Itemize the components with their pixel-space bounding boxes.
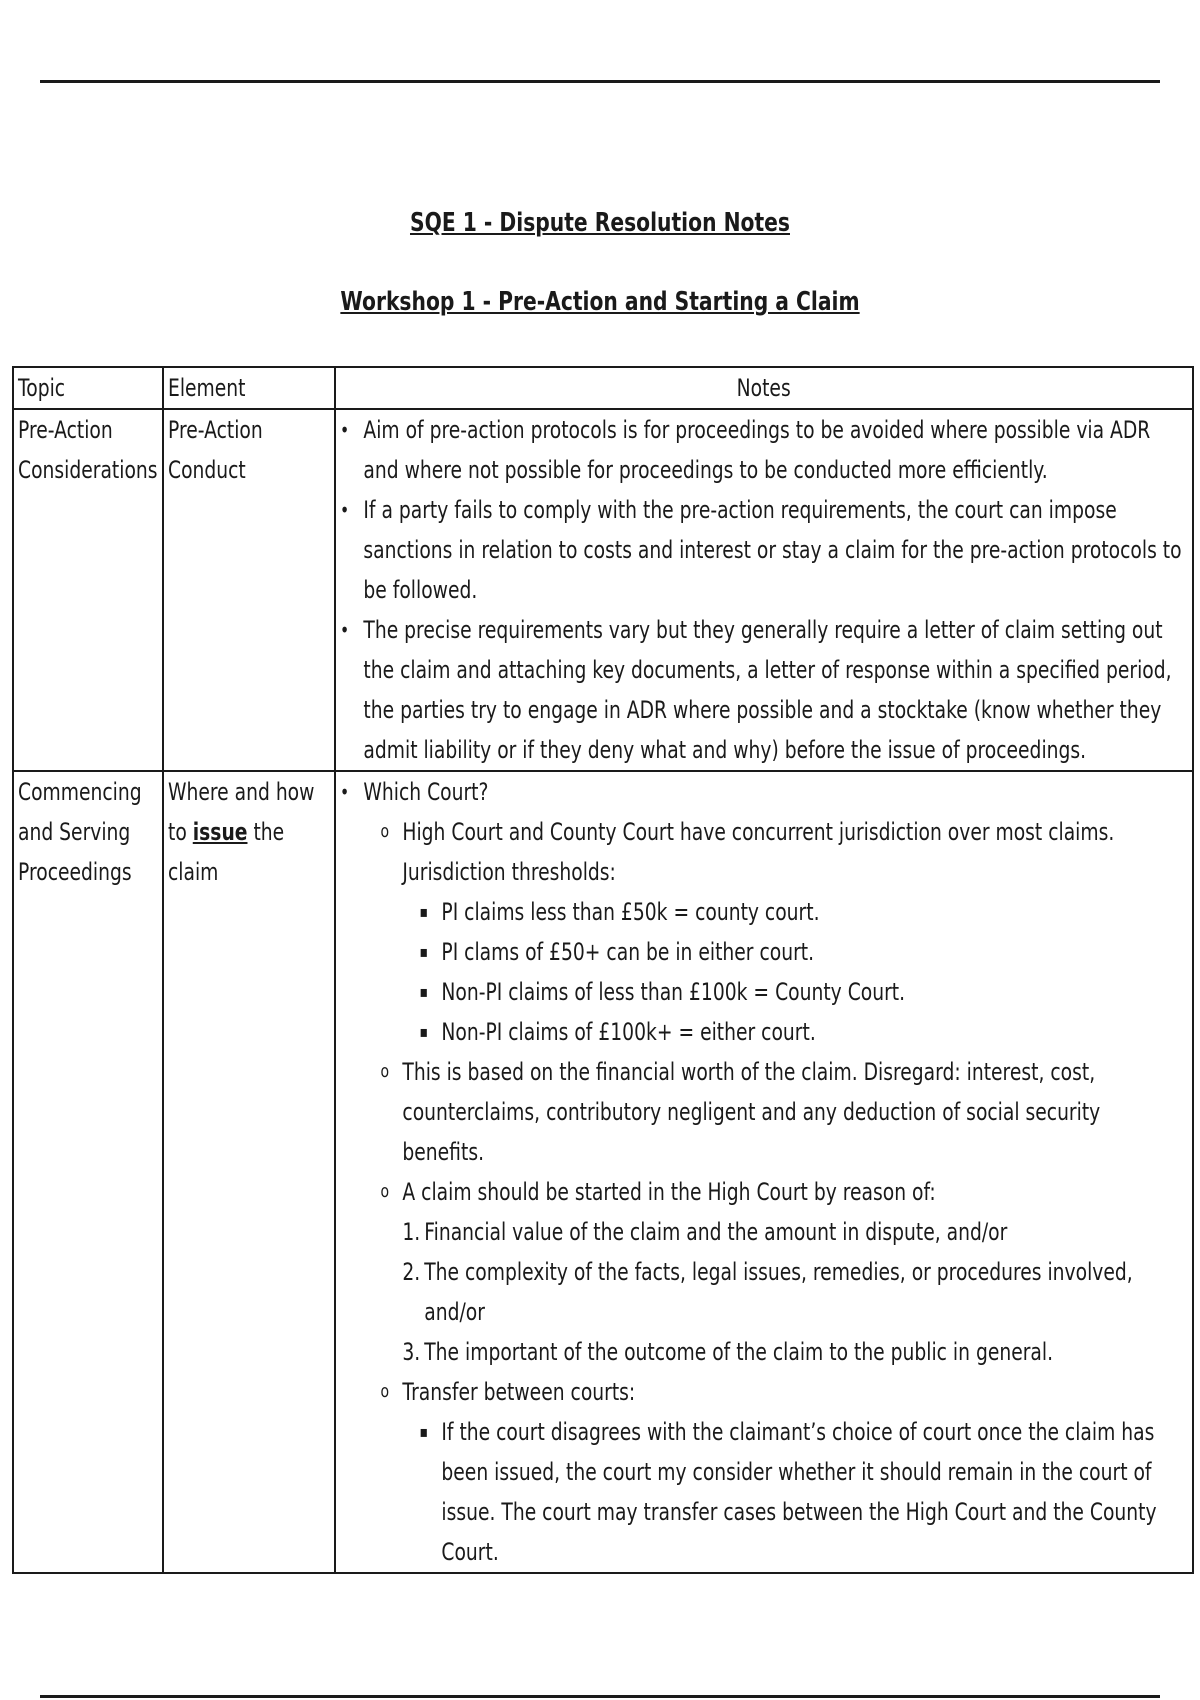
list-item: o This is based on the financial worth of the claim. Disregard: interest, cost, counterclaims, contributory negligent and any deduction of social security benefits. (363, 1052, 1186, 1172)
list-item: 2. The complexity of the facts, legal issues, remedies, or procedures involved, and/or (402, 1258, 1133, 1326)
list-item: • Aim of pre-action protocols is for proceedings to be avoided where possible via ADR and where not possible for proceedings to be conducted more efficiently. (340, 410, 1187, 490)
header-topic: Topic (13, 367, 163, 409)
document-title: SQE 1 - Dispute Resolution Notes (409, 208, 790, 238)
list-item: 3. The important of the outcome of the claim to the public in general. (402, 1338, 1054, 1366)
list-item: • The precise requirements vary but they generally require a letter of claim setting out the claim and attaching key documents, a letter of response within a specified period, the parties try to engage in ADR where possible and a stocktake (know whether they admit liability or if they deny what and why) before the issue of proceedings. (340, 610, 1187, 770)
list-item: o A claim should be started in the High Court by reason of: 1. Financial value of the claim and the amount in dispute, and/or 2. The complexity of the facts, legal issues, remedies, or procedures involved, and/or 3. The important of the outcome of the claim to the public in general. (363, 1172, 1186, 1372)
list-item: ▪ Non-PI claims of less than £100k = County Court. (402, 972, 1186, 1012)
notes-table (12, 366, 1194, 1574)
element-cell: Where and how to issue the claim (163, 771, 335, 1573)
document-subtitle: Workshop 1 - Pre-Action and Starting a Claim (340, 287, 860, 317)
topic-cell: Commencing and Serving Proceedings (13, 771, 163, 1573)
list-item: o High Court and County Court have concurrent jurisdiction over most claims. Jurisdiction thresholds: ▪ PI claims less than £50k = county court. ▪ PI clams of £50+ can be in either court. ▪ Non-PI claims of less than £100k = County Court. ▪ Non-PI claims of £100k+ = either court. (363, 812, 1186, 1052)
list-item: o Transfer between courts: ▪ If the court disagrees with the claimant’s choice of court once the claim has been issued, the court my consider whether it should remain in the court of issue. The court may transfer cases between the High Court and the County Court. (363, 1372, 1186, 1572)
list-item: ▪ Non-PI claims of £100k+ = either court. (402, 1012, 1186, 1052)
notes-cell (335, 409, 1193, 771)
table-row (13, 409, 1193, 771)
topic-cell: Pre-Action Considerations (13, 409, 163, 771)
bottom-rule (40, 1695, 1160, 1698)
list-item: 1. Financial value of the claim and the amount in dispute, and/or (402, 1218, 1008, 1246)
issue-emphasis: issue (192, 818, 248, 846)
table-row (13, 771, 1193, 1573)
list-item: ▪ PI clams of £50+ can be in either court. (402, 932, 1186, 972)
list-item: ▪ PI claims less than £50k = county court. (402, 892, 1186, 932)
list-item: • If a party fails to comply with the pre-action requirements, the court can impose sanctions in relation to costs and interest or stay a claim for the pre-action protocols to be followed. (340, 490, 1187, 610)
header-element: Element (163, 367, 335, 409)
notes-cell (335, 771, 1193, 1573)
top-rule (40, 80, 1160, 83)
table-header-row (13, 367, 1193, 409)
list-item: • Which Court? o High Court and County Court have concurrent jurisdiction over most claims. Jurisdiction thresholds: ▪ PI claims less than £50k = county court. ▪ PI clams of £50+ can be in either court. ▪ Non-PI claims of less than £100k = County Court. ▪ Non-PI claims of £100k+ = either court. o This is based on the financial worth of the claim. Disregard: interest, cost, counterclaims, contributory negligent and any deduction of social security benefits. o A claim should be started in the High Court by reason of: 1. Financial value of the claim and the amount in dispute, and/or 2. The complexity of the facts, legal issues, remedies, or procedures involved, and/or 3. The important of the outcome of the claim to the public in general. o Transfer between courts: ▪ If the court disagrees with the claimant’s choice of court once the claim has been issued, the court my consider whether it should remain in the court of issue. The court may transfer cases between the High Court and the County Court. (340, 772, 1187, 1572)
element-cell: Pre-Action Conduct (163, 409, 335, 771)
header-notes: Notes (335, 367, 1193, 409)
list-item: ▪ If the court disagrees with the claimant’s choice of court once the claim has been issued, the court my consider whether it should remain in the court of issue. The court may transfer cases between the High Court and the County Court. (402, 1412, 1186, 1572)
